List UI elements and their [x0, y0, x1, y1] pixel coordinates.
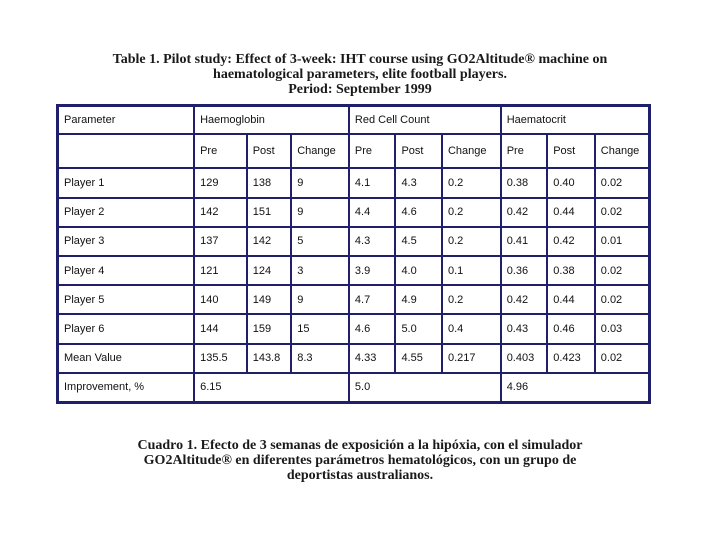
table-cell: 0.42 — [501, 198, 548, 227]
table-cell: 0.2 — [442, 285, 501, 314]
table-caption-english — [40, 52, 680, 97]
table-cell: 142 — [247, 227, 292, 256]
table-row — [58, 198, 650, 227]
table-cell: 4.5 — [395, 227, 442, 256]
table-cell: 135.5 — [194, 344, 247, 373]
table-cell: 4.55 — [395, 344, 442, 373]
table-row — [58, 285, 650, 314]
table-cell: 0.36 — [501, 256, 548, 285]
table-caption-spanish — [40, 438, 680, 483]
table-cell: 0.03 — [595, 314, 650, 343]
table-cell: 8.3 — [291, 344, 349, 373]
row-label: Player 6 — [58, 314, 195, 343]
row-label: Player 4 — [58, 256, 195, 285]
table-cell: 0.46 — [547, 314, 595, 343]
row-label: Player 1 — [58, 168, 195, 197]
empty-cell — [58, 134, 195, 168]
mean-value-row — [58, 344, 650, 373]
table-cell: 0.40 — [547, 168, 595, 197]
table-cell: 0.01 — [595, 227, 650, 256]
table-cell: 0.2 — [442, 227, 501, 256]
table-cell: 5.0 — [395, 314, 442, 343]
table-cell: 140 — [194, 285, 247, 314]
table-cell: 0.44 — [547, 285, 595, 314]
change-header: Change — [442, 134, 501, 168]
table-cell: 0.42 — [501, 285, 548, 314]
table-cell: 4.3 — [395, 168, 442, 197]
haematology-table — [56, 104, 651, 404]
table-cell: 137 — [194, 227, 247, 256]
table-cell: 4.3 — [349, 227, 396, 256]
table-cell: 0.02 — [595, 198, 650, 227]
table-cell: 0.4 — [442, 314, 501, 343]
change-header: Change — [595, 134, 650, 168]
table-cell: 124 — [247, 256, 292, 285]
table-cell: 144 — [194, 314, 247, 343]
caption-line: haematological parameters, elite football players. — [213, 67, 507, 82]
red-cell-count-improvement: 5.0 — [349, 373, 501, 403]
table-cell: 0.1 — [442, 256, 501, 285]
table-cell: 0.02 — [595, 285, 650, 314]
table-cell: 0.02 — [595, 168, 650, 197]
table-cell: 15 — [291, 314, 349, 343]
pre-header: Pre — [194, 134, 247, 168]
table-cell: 0.42 — [547, 227, 595, 256]
row-label: Improvement, % — [58, 373, 195, 403]
table-cell: 138 — [247, 168, 292, 197]
caption-line: Table 1. Pilot study: Effect of 3-week: IHT course using GO2Altitude® machine on — [112, 52, 608, 67]
post-header: Post — [247, 134, 292, 168]
table-cell: 0.38 — [501, 168, 548, 197]
improvement-row — [58, 373, 650, 403]
row-label: Player 2 — [58, 198, 195, 227]
table-cell: 129 — [194, 168, 247, 197]
table-header-row — [58, 106, 650, 135]
post-header: Post — [547, 134, 595, 168]
table-cell: 149 — [247, 285, 292, 314]
table-row — [58, 256, 650, 285]
table-cell: 151 — [247, 198, 292, 227]
table-cell: 3.9 — [349, 256, 396, 285]
caption-line: deportistas australianos. — [286, 468, 434, 483]
red-cell-count-header: Red Cell Count — [349, 106, 501, 135]
table-cell: 9 — [291, 198, 349, 227]
pre-header: Pre — [501, 134, 548, 168]
haemoglobin-header: Haemoglobin — [194, 106, 349, 135]
table-cell: 3 — [291, 256, 349, 285]
table-row — [58, 168, 650, 197]
table-cell: 0.02 — [595, 344, 650, 373]
table-cell: 121 — [194, 256, 247, 285]
table-cell: 4.9 — [395, 285, 442, 314]
table-cell: 4.7 — [349, 285, 396, 314]
haematocrit-header: Haematocrit — [501, 106, 650, 135]
haematocrit-improvement: 4.96 — [501, 373, 650, 403]
table-cell: 142 — [194, 198, 247, 227]
caption-line: Period: September 1999 — [288, 82, 432, 97]
table-cell: 0.44 — [547, 198, 595, 227]
table-cell: 0.423 — [547, 344, 595, 373]
table-cell: 0.2 — [442, 198, 501, 227]
table-cell: 4.1 — [349, 168, 396, 197]
haemoglobin-improvement: 6.15 — [194, 373, 349, 403]
table-cell: 143.8 — [247, 344, 292, 373]
table-cell: 9 — [291, 285, 349, 314]
table-cell: 0.2 — [442, 168, 501, 197]
table-cell: 4.33 — [349, 344, 396, 373]
table-cell: 0.41 — [501, 227, 548, 256]
row-label: Player 3 — [58, 227, 195, 256]
table-cell: 159 — [247, 314, 292, 343]
row-label: Mean Value — [58, 344, 195, 373]
table-subheader-row — [58, 134, 650, 168]
table-cell: 0.403 — [501, 344, 548, 373]
table-cell: 4.0 — [395, 256, 442, 285]
table-cell: 0.217 — [442, 344, 501, 373]
table-cell: 4.6 — [349, 314, 396, 343]
table-cell: 4.4 — [349, 198, 396, 227]
pre-header: Pre — [349, 134, 396, 168]
table-cell: 0.02 — [595, 256, 650, 285]
table-cell: 0.43 — [501, 314, 548, 343]
row-label: Player 5 — [58, 285, 195, 314]
parameter-header: Parameter — [58, 106, 195, 135]
table-cell: 9 — [291, 168, 349, 197]
table-row — [58, 227, 650, 256]
table-cell: 5 — [291, 227, 349, 256]
caption-line: GO2Altitude® en diferentes parámetros hematológicos, con un grupo de — [143, 453, 577, 468]
change-header: Change — [291, 134, 349, 168]
table-cell: 0.38 — [547, 256, 595, 285]
table-row — [58, 314, 650, 343]
post-header: Post — [395, 134, 442, 168]
caption-line: Cuadro 1. Efecto de 3 semanas de exposición a la hipóxia, con el simulador — [137, 438, 583, 453]
table-cell: 4.6 — [395, 198, 442, 227]
